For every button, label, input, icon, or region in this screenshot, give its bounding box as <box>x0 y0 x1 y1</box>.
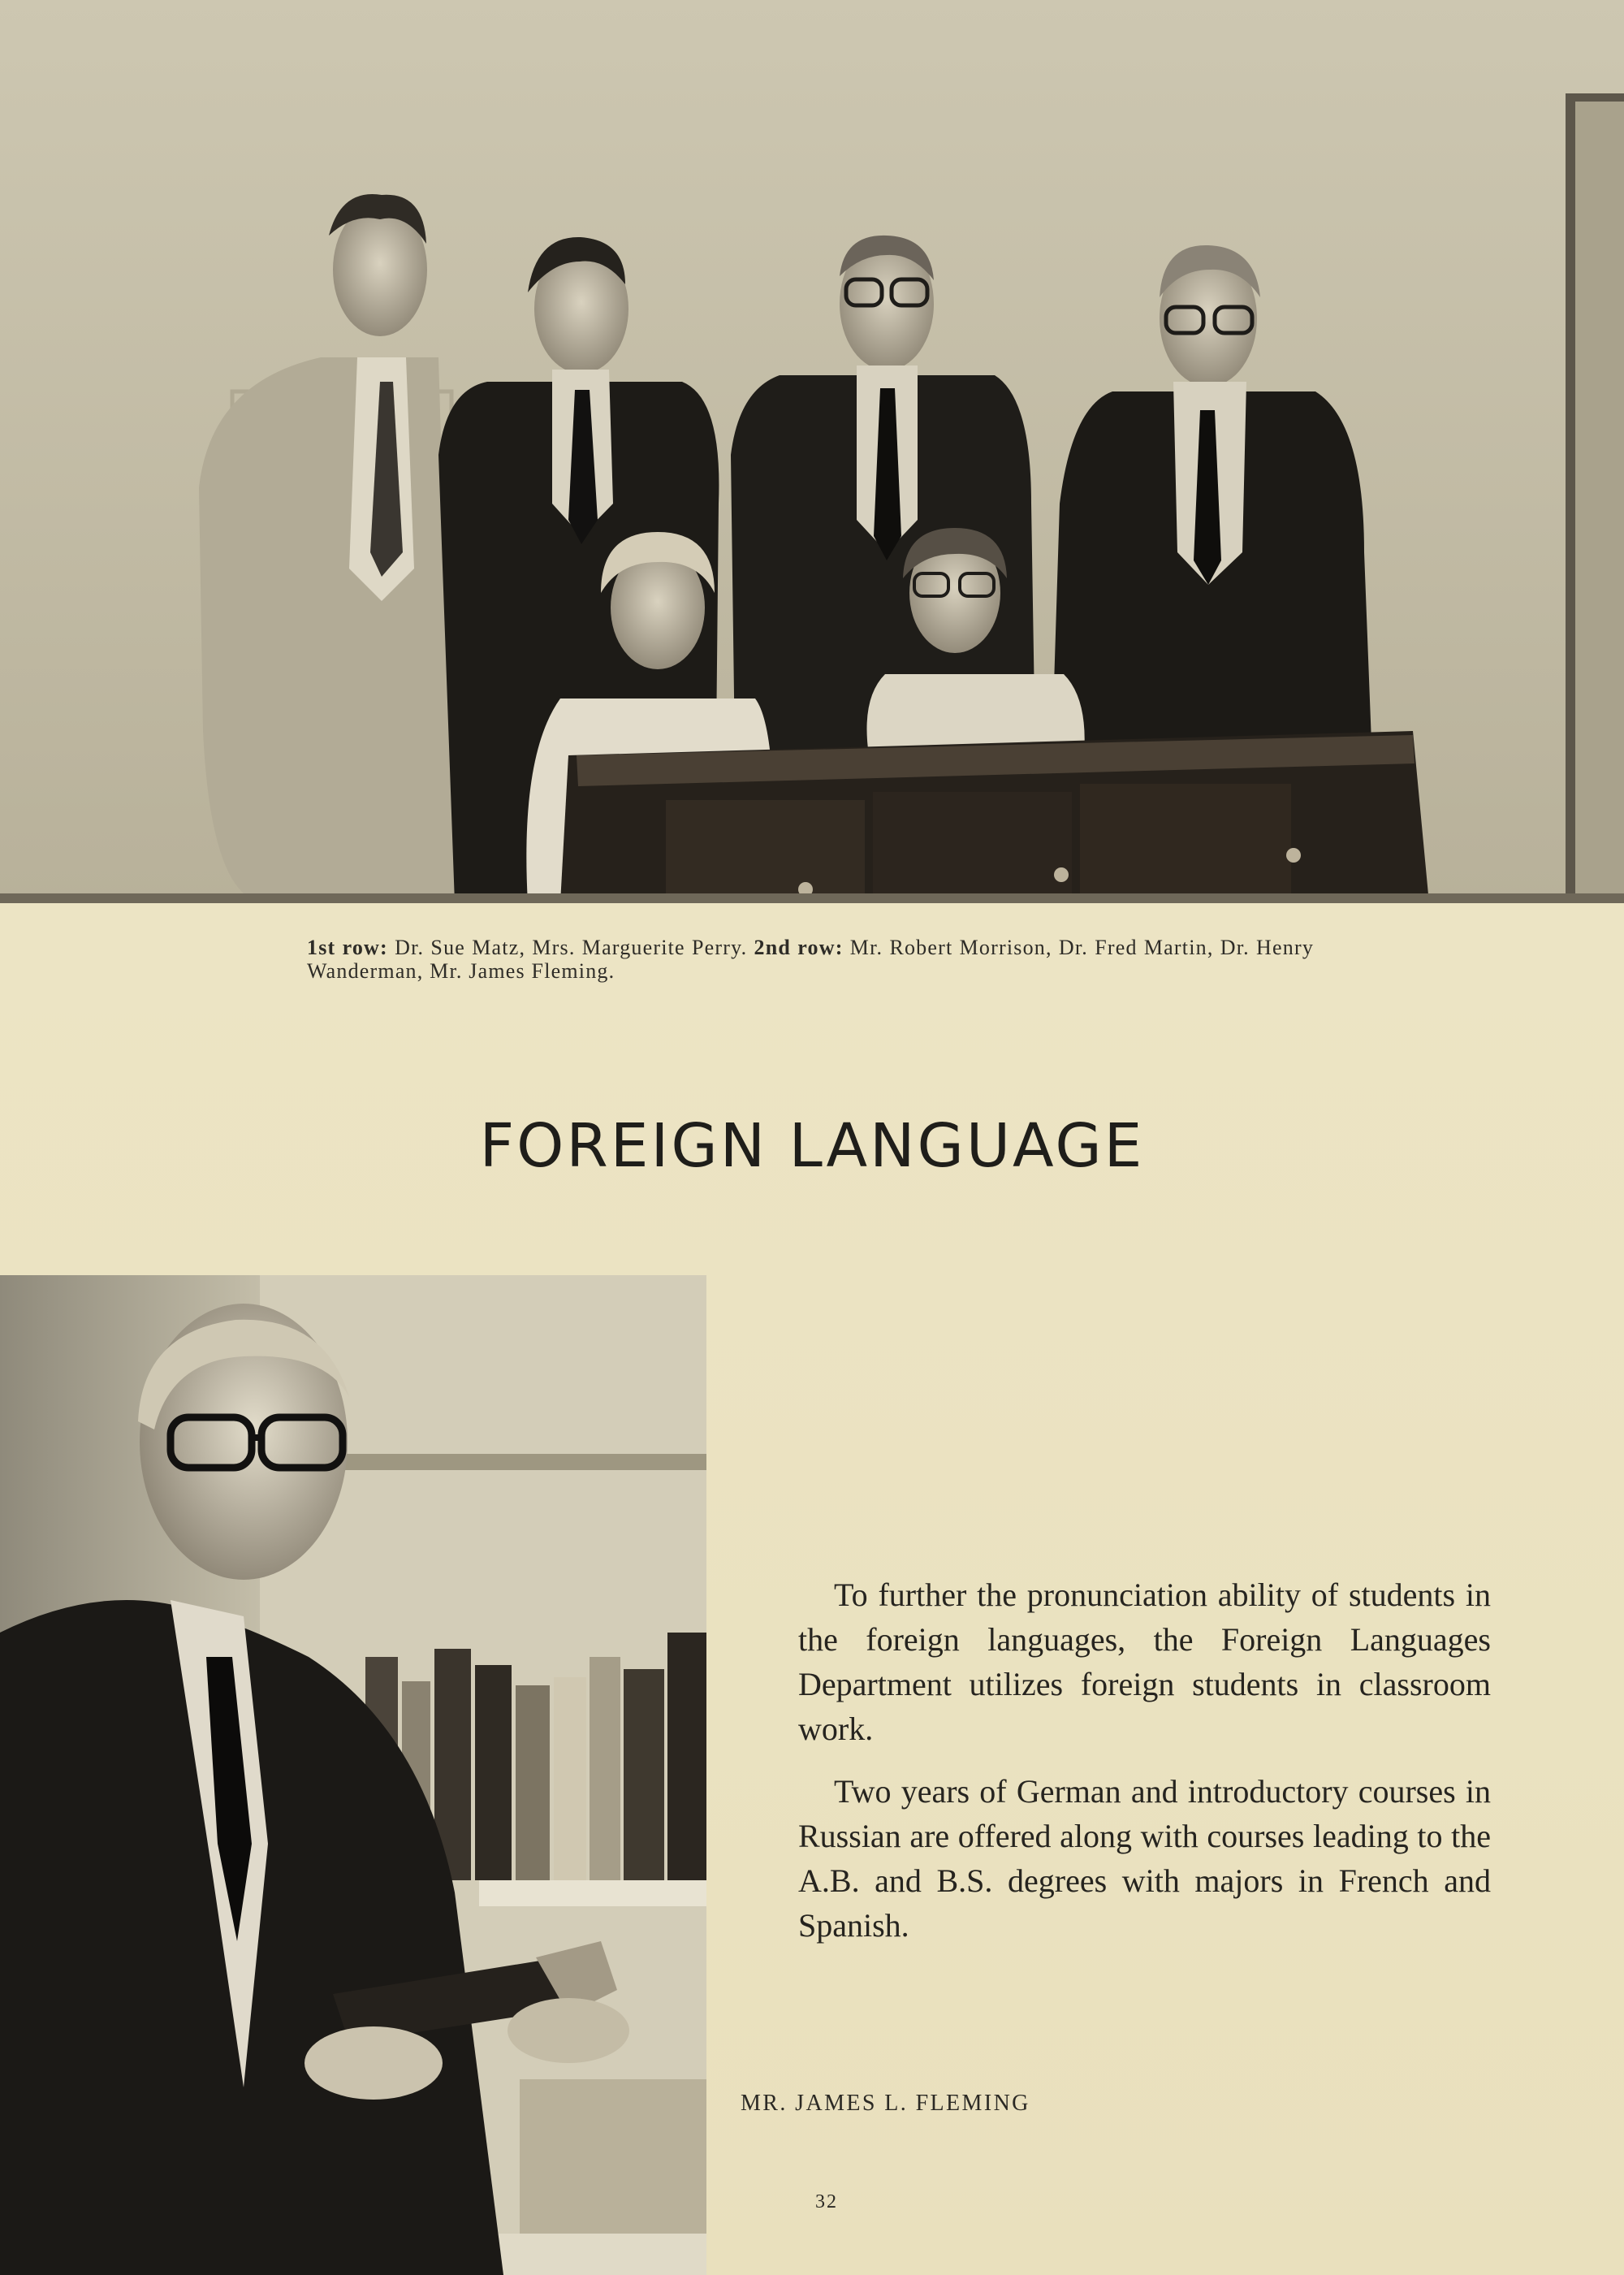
caption-row1-names: Dr. Sue Matz, Mrs. Marguerite Perry. <box>395 936 748 959</box>
group-photo-caption <box>307 936 1314 983</box>
caption-row2-names: Mr. Robert Morrison, Dr. Fred Martin, Dr. Henry Wanderman, Mr. James Fleming. <box>307 936 1315 983</box>
portrait-caption: MR. JAMES L. FLEMING <box>741 2091 1030 2116</box>
caption-row1-label: 1st row: <box>307 936 388 959</box>
description-paragraph-1: To further the pronunciation ability of students in the foreign languages, the Foreign Languages Department utilizes foreign students in classroom work. <box>798 1576 1491 1747</box>
description-paragraph-2: Two years of German and introductory courses in Russian are offered along with courses leading to the A.B. and B.S. degrees with majors in French and Spanish. <box>798 1773 1491 1944</box>
faculty-group-photo <box>0 0 1624 903</box>
caption-row2-label: 2nd row: <box>754 936 844 959</box>
portrait-photo <box>0 1275 706 2275</box>
page-number: 32 <box>815 2191 838 2212</box>
page-title: FOREIGN LANGUAGE <box>479 1111 1145 1181</box>
department-description <box>798 1572 1491 1966</box>
